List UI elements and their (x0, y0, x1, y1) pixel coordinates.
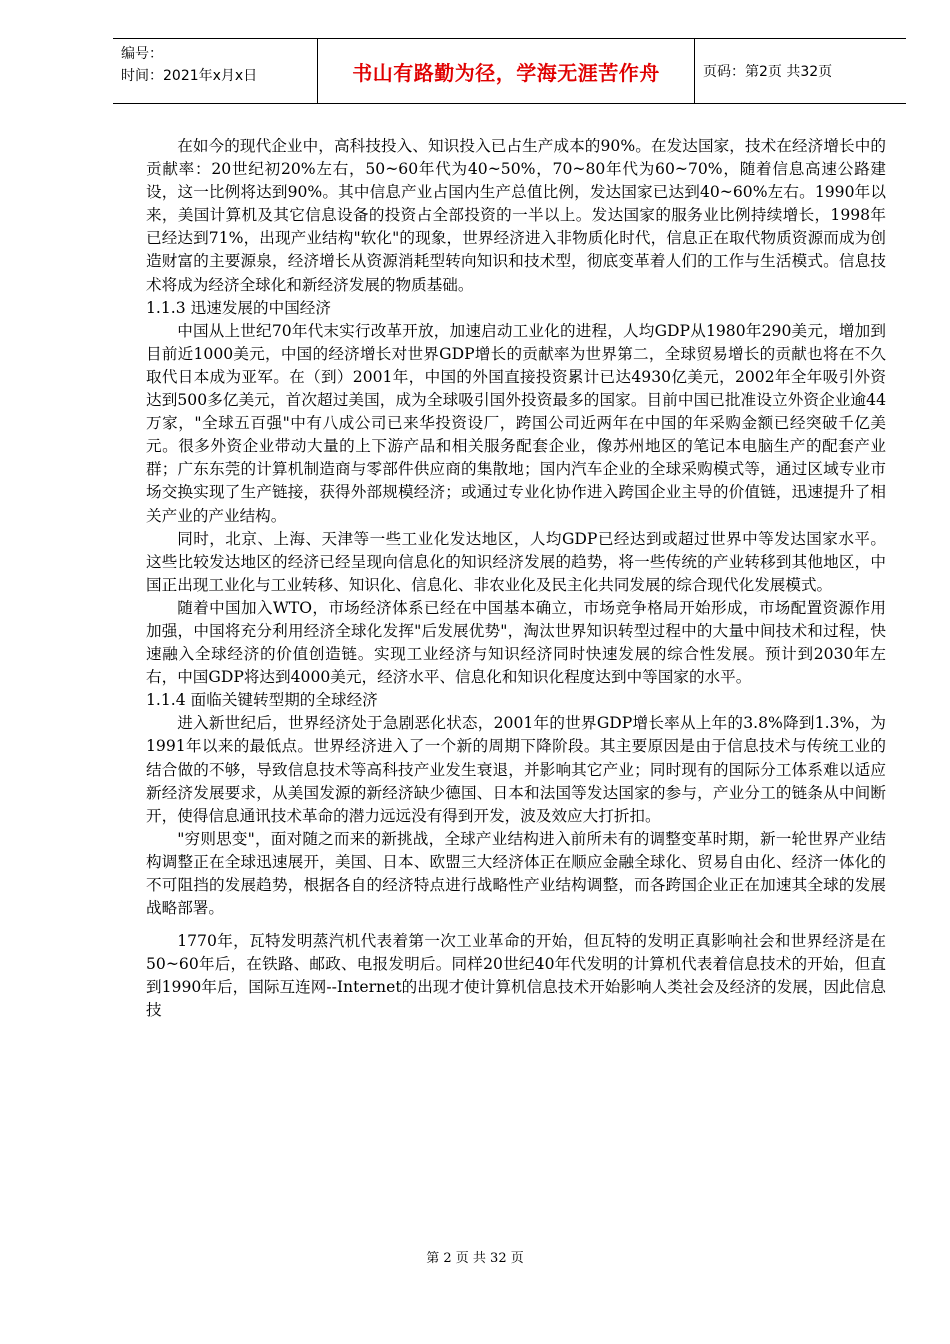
section-heading-1-1-4: 1.1.4 面临关键转型期的全球经济 (146, 691, 378, 710)
paragraph: 进入新世纪后，世界经济处于急剧恶化状态，2001年的世界GDP增长率从上年的3.8%降到1.3%，为1991年以来的最低点。世界经济进入了一个新的周期下降阶段。其主要原因是由于信息技术与传统工业的结合做的不够，导致信息技术等高科技产业发生衰退，并影响其它产业；同时现有的国际分工体系难以适应新经济发展要求，从美国发源的新经济缺少德国、日本和法国等发达国家的参与，产业分工的链条从中间断开，使得信息通讯技术革命的潜力远远没有得到开发，波及效应大打折扣。 (146, 714, 886, 825)
page-footer: 第 2 页 共 32 页 (426, 1251, 524, 1266)
document-number: 编号： (121, 46, 163, 62)
header-info-cell (113, 39, 318, 103)
paragraph: 随着中国加入WTO，市场经济体系已经在中国基本确立，市场竞争格局开始形成，市场配置资源作用加强，中国将充分利用经济全球化发挥"后发展优势"，淘汰世界知识转型过程中的大量中间技术和过程，快速融入全球经济的价值创造链。实现工业经济与知识经济同时快速发展的综合性发展。预计到2030年左右，中国GDP将达到4000美元，经济水平、信息化和知识化程度达到中等国家的水平。 (146, 598, 886, 687)
header-page-info: 页码：第2页 共32页 (703, 64, 833, 80)
section-heading-1-1-3: 1.1.3 迅速发展的中国经济 (146, 298, 331, 317)
paragraph: 在如今的现代企业中，高科技投入、知识投入已占生产成本的90%。在发达国家，技术在经济增长中的贡献率：20世纪初20%左右，50~60年代为40~50%，70~80年代为60~70%，随着信息高速公路建设，这一比例将达到90%。其中信息产业占国内生产总值比例，发达国家已达到40~60%左右。1990年以来，美国计算机及其它信息设备的投资占全部投资的一半以上。发达国家的服务业比例持续增长，1998年已经达到71%，出现产业结构"软化"的现象，世界经济进入非物质化时代，信息正在取代物质资源而成为创造财富的主要源泉，经济增长从资源消耗型转向知识和技术型，彻底变革着人们的工作与生活模式。信息技术将成为经济全球化和新经济发展的物质基础。 (146, 137, 886, 294)
paragraph: 中国从上世纪70年代末实行改革开放，加速启动工业化的进程，人均GDP从1980年290美元，增加到目前近1000美元，中国的经济增长对世界GDP增长的贡献率为世界第二，全球贸易增长的贡献也将在不久取代日本成为亚军。在（到）2001年，中国的外国直接投资累计已达4930亿美元，2002年全年吸引外资达到500多亿美元，首次超过美国，成为全球吸引国外投资最多的国家。目前中国已批准设立外资企业逾44万家，"全球五百强"中有八成公司已来华投资设厂，跨国公司近两年在中国的年采购金额已经突破千亿美元。很多外资企业带动大量的上下游产品和相关服务配套企业，像苏州地区的笔记本电脑生产的配套产业群；广东东莞的计算机制造商与零部件供应商的集散地；国内汽车企业的全球采购模式等，通过区域专业市场交换实现了生产链接，获得外部规模经济；或通过专业化协作进入跨国企业主导的价值链，迅速提升了相关产业的产业结构。 (146, 321, 886, 525)
paragraph: 同时，北京、上海、天津等一些工业化发达地区，人均GDP已经达到或超过世界中等发达国家水平。 这些比较发达地区的经济已经呈现向信息化的知识经济发展的趋势，将一些传统的产业转移到其他地区，中国正出现工业化与工业转移、知识化、信息化、非农业化及民主化共同发展的综合现代化发展模式。 (146, 529, 886, 594)
document-time: 时间：2021年x月x日 (121, 68, 258, 84)
paragraph-gap (146, 920, 886, 930)
document-body (146, 135, 886, 1023)
page-header (113, 38, 906, 104)
paragraph: "穷则思变"，面对随之而来的新挑战，全球产业结构进入前所未有的调整变革时期，新一轮世界产业结构调整正在全球迅速展开，美国、日本、欧盟三大经济体正在顺应金融全球化、贸易自由化、经济一体化的不可阻挡的发展趋势，根据各自的经济特点进行战略性产业结构调整，而各跨国企业正在加速其全球的发展战略部署。 (146, 829, 886, 918)
header-motto: 书山有路勤为径，学海无涯苦作舟 (318, 39, 695, 103)
paragraph: 1770年，瓦特发明蒸汽机代表着第一次工业革命的开始，但瓦特的发明正真影响社会和世界经济是在50~60年后，在铁路、邮政、电报发明后。同样20世纪40年代发明的计算机代表着信息技术的开始，但直到1990年后，国际互连网--Internet的出现才使计算机信息技术开始影响人类社会及经济的发展，因此信息技 (146, 932, 886, 1020)
